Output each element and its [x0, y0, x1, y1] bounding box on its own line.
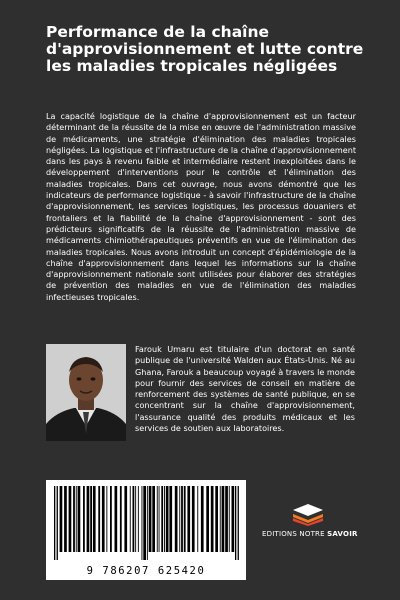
barcode-bar	[232, 486, 235, 552]
barcode-bar	[169, 486, 172, 552]
barcode-bar	[220, 486, 221, 552]
barcode-bar	[175, 486, 178, 552]
barcode-bar	[90, 486, 92, 552]
barcode-bar	[138, 486, 139, 552]
barcode-bar	[73, 486, 75, 552]
barcode-bar	[149, 486, 152, 552]
barcode-bar	[166, 486, 169, 552]
barcode-bar	[76, 486, 77, 552]
barcode-bar	[60, 486, 63, 552]
barcode-bar	[120, 486, 122, 552]
publisher-name-bold: SAVOIR	[327, 530, 358, 538]
barcode-bar	[184, 486, 186, 552]
barcode-bars	[52, 486, 240, 560]
barcode-bar	[225, 486, 228, 552]
barcode-bar	[157, 486, 158, 552]
barcode-bar	[197, 486, 198, 552]
barcode-bar	[98, 486, 100, 552]
barcode-bar	[130, 486, 131, 552]
barcode-bar	[142, 486, 143, 560]
barcode-bar	[69, 486, 72, 552]
barcode-bar	[229, 486, 230, 552]
barcode-bar	[133, 486, 135, 552]
publisher-logo-icon	[291, 500, 325, 526]
barcode-bar	[87, 486, 90, 552]
barcode-bar	[206, 486, 209, 552]
barcode-bar	[64, 486, 67, 552]
barcode-bar	[179, 486, 180, 552]
barcode-bar	[93, 486, 96, 552]
barcode-bar	[106, 486, 107, 552]
barcode-bar	[159, 486, 160, 552]
publisher-name	[262, 530, 358, 538]
barcode-bar	[161, 486, 163, 552]
barcode-bar	[147, 486, 148, 560]
barcode-bar	[143, 486, 146, 560]
author-bio: Farouk Umaru est titulaire d'un doctorat en santé publique de l'université Walden aux États-Unis. Né au Ghana, Farouk a beaucoup voyagé à travers le monde pour fournir des services de conseil en matière de renforcement des systèmes de santé publique, en se concentrant sur la chaîne d'approvisionnement, l'assurance qualité des produits médicaux et les services de soutien aux laboratoires.	[135, 344, 355, 434]
publisher-block	[262, 500, 358, 538]
barcode-bar	[187, 486, 190, 552]
barcode-bar	[152, 486, 155, 552]
book-summary: La capacité logistique de la chaîne d'approvisionnement est un facteur déterminant de la réussite de la mise en œuvre de l'administration massive de médicaments, une stratégie d'élimination des maladies tropicales négligées. La logistique et l'infrastructure de la chaîne d'approvisionnement dans les pays à revenu faible et intermédiaire restent inexploitées dans le développement d'interventions pour le contrôle et l'élimination des maladies tropicales. Dans cet ouvrage, nous avons démontré que les indicateurs de performance logistique - à savoir l'infrastructure de la chaîne d'approvisionnement, les services logistiques, les processus douaniers et frontaliers et la fiabilité de la chaîne d'approvisionnement - sont des prédicteurs significatifs de la réussite de l'administration massive de médicaments chimiothérapeutiques préventifs en vue de l'élimination des maladies tropicales. Nous avons introduit un concept d'épidémiologie de la chaîne d'approvisionnement dans lequel les informations sur la chaîne d'approvisionnement nationale sont utilisées pour élaborer des stratégies de prévention des maladies en vue de l'élimination des maladies infectieuses tropicales.	[46, 111, 356, 302]
barcode-bar	[192, 486, 195, 552]
barcode-bar	[235, 486, 236, 560]
author-photo	[46, 344, 126, 441]
barcode-bar	[110, 486, 112, 552]
barcode-bar	[222, 486, 225, 552]
isbn-barcode	[46, 480, 246, 580]
barcode-bar	[83, 486, 85, 552]
book-title: Performance de la chaîne d'approvisionnement et lutte contre les maladies tropicales négligées	[46, 23, 364, 75]
barcode-bar	[201, 486, 204, 552]
barcode-bar	[181, 486, 183, 552]
barcode-bar	[115, 486, 118, 552]
isbn-digits: 9 786207 625420	[86, 565, 206, 577]
barcode-bar	[57, 486, 58, 560]
publisher-name-regular: EDITIONS NOTRE	[262, 530, 328, 538]
barcode-bar	[215, 486, 218, 552]
barcode-bar	[164, 486, 165, 552]
barcode-bar	[54, 486, 55, 560]
barcode-bar	[211, 486, 214, 552]
barcode-bar	[238, 486, 239, 560]
barcode-bar	[135, 486, 136, 552]
barcode-bar	[124, 486, 127, 552]
barcode-bar	[102, 486, 105, 552]
barcode-bar	[78, 486, 81, 552]
